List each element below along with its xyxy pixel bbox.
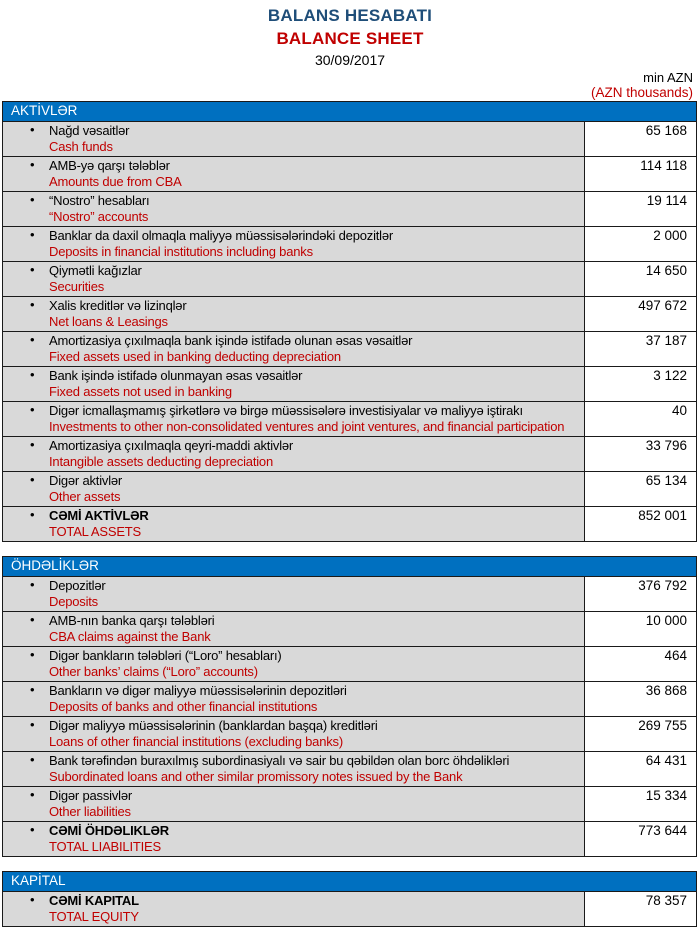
row-label-cell [3, 332, 584, 366]
bullet-icon: • [30, 227, 35, 242]
row-label-cell [3, 122, 584, 156]
row-label-cell [3, 577, 584, 611]
row-label-cell [3, 367, 584, 401]
row-label-az: Xalis kreditlər və lizinqlər [49, 298, 187, 313]
row-label-en: TOTAL ASSETS [49, 523, 142, 539]
row-label-az: Amortizasiya çıxılmaqla bank işində istifadə olunan əsas vəsaitlər [49, 333, 413, 348]
row-label-en: Fixed assets used in banking deducting depreciation [49, 348, 341, 364]
bullet-icon: • [30, 122, 35, 137]
bullet-icon: • [30, 507, 35, 522]
row-label-en: Subordinated loans and other similar promissory notes issued by the Bank [49, 768, 463, 784]
row-label-en: Cash funds [49, 138, 113, 154]
row-label-en: TOTAL LIABILITIES [49, 838, 161, 854]
row-label-az: Digər aktivlər [49, 473, 123, 488]
row-label-az: Digər passivlər [49, 788, 132, 803]
row-label-cell [3, 612, 584, 646]
row-label-cell [3, 402, 584, 436]
row-value: 852 001 [584, 507, 696, 541]
page-title-en: BALANCE SHEET [276, 29, 424, 48]
row-label-az: “Nostro” hesabları [49, 193, 150, 208]
row-value: 65 134 [584, 472, 696, 506]
row-label-cell [3, 437, 584, 471]
section-header: ÖHDƏLİKLƏR [3, 557, 696, 577]
row-value: 2 000 [584, 227, 696, 261]
row-value: 773 644 [584, 822, 696, 856]
row-value: 464 [584, 647, 696, 681]
bullet-icon: • [30, 297, 35, 312]
row-label-en: “Nostro” accounts [49, 208, 149, 224]
table-row [3, 437, 696, 472]
row-value: 33 796 [584, 437, 696, 471]
table-row [3, 192, 696, 227]
row-label-cell [3, 822, 584, 856]
table-row [3, 577, 696, 612]
bullet-icon: • [30, 892, 35, 907]
table-row [3, 472, 696, 507]
bullet-icon: • [30, 192, 35, 207]
row-label-az: Nağd vəsaitlər [49, 123, 130, 138]
row-value: 10 000 [584, 612, 696, 646]
row-label-az: Bank işində istifadə olunmayan əsas vəsaitlər [49, 368, 303, 383]
row-label-en: Loans of other financial institutions (excluding banks) [49, 733, 343, 749]
table-row [3, 332, 696, 367]
table-row [3, 507, 696, 541]
section-header: KAPİTAL [3, 872, 696, 892]
row-value: 269 755 [584, 717, 696, 751]
bullet-icon: • [30, 717, 35, 732]
row-label-cell [3, 752, 584, 786]
row-label-az: CƏMİ ÖHDƏLIKLƏR [49, 823, 169, 838]
table-row [3, 402, 696, 437]
row-label-cell [3, 682, 584, 716]
row-label-az: Bankların və digər maliyyə müəssisələrinin depozitləri [49, 683, 347, 698]
row-label-az: Digər maliyyə müəssisələrinin (banklardan başqa) kreditləri [49, 718, 378, 733]
row-label-en: Securities [49, 278, 105, 294]
row-value: 40 [584, 402, 696, 436]
bullet-icon: • [30, 612, 35, 627]
unit-label-az: min AZN [643, 70, 693, 85]
row-value: 36 868 [584, 682, 696, 716]
report-header [0, 0, 700, 69]
section-hd-li-kl-r [2, 556, 697, 857]
row-label-en: Other liabilities [49, 803, 131, 819]
row-label-en: CBA claims against the Bank [49, 628, 211, 644]
bullet-icon: • [30, 822, 35, 837]
row-label-az: Bank tərəfindən buraxılmış subordinasiyalı və sair bu qəbildən olan borc öhdəlikləri [49, 753, 510, 768]
table-row [3, 367, 696, 402]
row-label-cell [3, 507, 584, 541]
section-akti-vl-r [2, 101, 697, 542]
unit-labels [0, 70, 700, 101]
row-label-en: Deposits [49, 593, 98, 609]
table-row [3, 822, 696, 856]
bullet-icon: • [30, 752, 35, 767]
row-label-en: Fixed assets not used in banking [49, 383, 232, 399]
bullet-icon: • [30, 437, 35, 452]
row-label-az: CƏMİ KAPITAL [49, 893, 139, 908]
row-label-az: Digər icmallaşmamış şirkətlərə və birgə müəssisələrə investisiyalar və maliyyə iştirakı [49, 403, 523, 418]
bullet-icon: • [30, 157, 35, 172]
table-row [3, 717, 696, 752]
row-label-az: Digər bankların tələbləri (“Loro” hesabları) [49, 648, 282, 663]
row-value: 64 431 [584, 752, 696, 786]
bullet-icon: • [30, 402, 35, 417]
section-kapi-tal [2, 871, 697, 927]
table-row [3, 752, 696, 787]
bullet-icon: • [30, 787, 35, 802]
row-label-az: AMB-yə qarşı tələblər [49, 158, 170, 173]
row-label-cell [3, 227, 584, 261]
bullet-icon: • [30, 367, 35, 382]
row-label-cell [3, 297, 584, 331]
row-label-cell [3, 787, 584, 821]
row-label-az: Banklar da daxil olmaqla maliyyə müəssisələrindəki depozitlər [49, 228, 394, 243]
row-value: 37 187 [584, 332, 696, 366]
row-label-az: Qiymətli kağızlar [49, 263, 142, 278]
row-label-en: Other banks’ claims (“Loro” accounts) [49, 663, 258, 679]
bullet-icon: • [30, 472, 35, 487]
row-label-cell [3, 192, 584, 226]
bullet-icon: • [30, 647, 35, 662]
row-label-az: Amortizasiya çıxılmaqla qeyri-maddi aktivlər [49, 438, 294, 453]
report-date: 30/09/2017 [314, 52, 386, 68]
row-value: 19 114 [584, 192, 696, 226]
page-title-az: BALANS HESABATI [267, 6, 433, 25]
bullet-icon: • [30, 682, 35, 697]
row-value: 376 792 [584, 577, 696, 611]
row-label-cell [3, 892, 584, 926]
row-value: 14 650 [584, 262, 696, 296]
bullet-icon: • [30, 332, 35, 347]
row-label-cell [3, 647, 584, 681]
table-row [3, 262, 696, 297]
table-row [3, 157, 696, 192]
row-value: 114 118 [584, 157, 696, 191]
balance-sheet-tables [0, 101, 700, 927]
row-label-az: CƏMİ AKTİVLƏR [49, 508, 149, 523]
row-label-cell [3, 262, 584, 296]
row-value: 497 672 [584, 297, 696, 331]
table-row [3, 682, 696, 717]
table-row [3, 227, 696, 262]
unit-label-en: (AZN thousands) [590, 85, 693, 100]
table-row [3, 297, 696, 332]
row-label-cell [3, 472, 584, 506]
row-label-az: AMB-nın banka qarşı tələbləri [49, 613, 215, 628]
row-label-en: Deposits in financial institutions including banks [49, 243, 313, 259]
bullet-icon: • [30, 262, 35, 277]
row-label-en: Net loans & Leasings [49, 313, 168, 329]
table-row [3, 612, 696, 647]
bullet-icon: • [30, 577, 35, 592]
row-value: 3 122 [584, 367, 696, 401]
row-label-cell [3, 717, 584, 751]
row-value: 78 357 [584, 892, 696, 926]
table-row [3, 647, 696, 682]
row-label-en: Deposits of banks and other financial institutions [49, 698, 318, 714]
table-row [3, 122, 696, 157]
row-label-cell [3, 157, 584, 191]
row-value: 65 168 [584, 122, 696, 156]
row-value: 15 334 [584, 787, 696, 821]
row-label-en: Other assets [49, 488, 121, 504]
section-header: AKTİVLƏR [3, 102, 696, 122]
row-label-az: Depozitlər [49, 578, 106, 593]
table-row [3, 787, 696, 822]
row-label-en: TOTAL EQUITY [49, 908, 139, 924]
table-row [3, 892, 696, 926]
row-label-en: Investments to other non-consolidated ventures and joint ventures, and financial participation [49, 418, 565, 434]
row-label-en: Amounts due from CBA [49, 173, 182, 189]
row-label-en: Intangible assets deducting depreciation [49, 453, 273, 469]
